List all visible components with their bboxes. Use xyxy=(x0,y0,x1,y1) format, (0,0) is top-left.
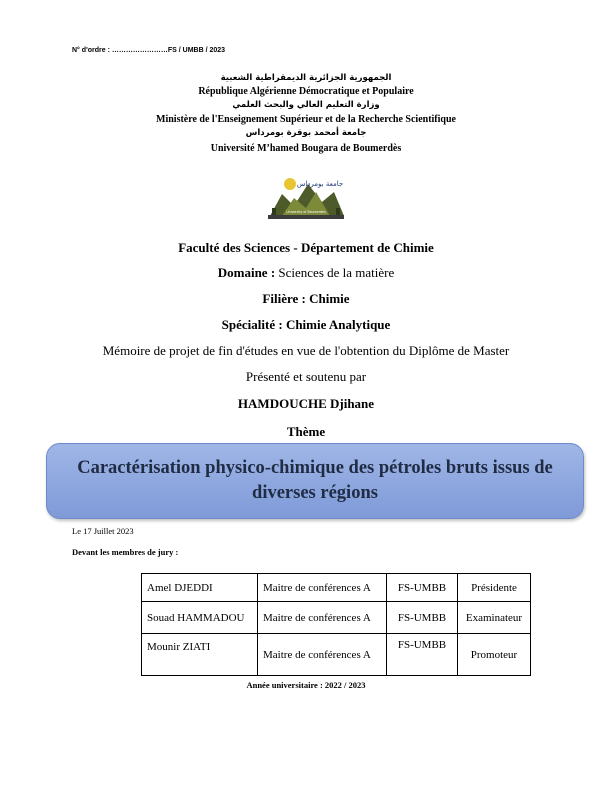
jury-name: Mounir ZIATI xyxy=(142,634,258,676)
jury-role: Examinateur xyxy=(458,602,531,634)
domaine-line xyxy=(0,265,612,281)
memoire-line: Mémoire de projet de fin d'études en vue de l'obtention du Diplôme de Master xyxy=(102,343,510,358)
defense-date: Le 17 Juillet 2023 xyxy=(72,526,134,536)
logo-english-text: University of Boumerdes xyxy=(286,210,326,214)
jury-institution: FS-UMBB xyxy=(387,602,458,634)
thesis-title-line-2: diverses régions xyxy=(252,483,378,503)
table-row xyxy=(142,602,531,634)
table-row xyxy=(142,634,531,676)
thesis-title-line-1: Caractérisation physico-chimique des pétroles bruts issus de xyxy=(77,458,553,478)
jury-role: Promoteur xyxy=(458,634,531,676)
faculty-line: Faculté des Sciences - Département de Chimie xyxy=(178,240,434,255)
presente-line: Présenté et soutenu par xyxy=(245,369,367,384)
arabic-university-line: جامعة أمحمد بوقرة بومرداس xyxy=(245,128,367,138)
jury-grade: Maitre de conférences A xyxy=(258,602,387,634)
republic-line: République Algérienne Démocratique et Populaire xyxy=(198,86,414,97)
jury-grade: Maitre de conférences A xyxy=(258,574,387,602)
university-line: Université M’hamed Bougara de Boumerdès xyxy=(210,143,402,154)
table-row xyxy=(142,574,531,602)
jury-institution: FS-UMBB xyxy=(387,574,458,602)
logo-arabic-text: جامعة بومرداس xyxy=(296,180,344,188)
specialite-line xyxy=(0,317,612,333)
arabic-republic-line: الجمهورية الجزائرية الديمقراطية الشعبية xyxy=(220,73,392,83)
specialite-label: Spécialité : xyxy=(221,317,283,332)
academic-year: Année universitaire : 2022 / 2023 xyxy=(246,680,366,690)
filiere-label: Filière : xyxy=(262,291,306,306)
university-logo xyxy=(264,172,348,220)
arabic-ministry-line: وزارة التعليم العالي والبحث العلمي xyxy=(232,100,380,110)
ministry-line: Ministère de l'Enseignement Supérieur et de la Recherche Scientifique xyxy=(156,114,456,125)
domaine-value: Sciences de la matière xyxy=(278,265,395,280)
jury-institution: FS-UMBB xyxy=(387,634,458,676)
jury-table xyxy=(141,573,531,676)
jury-grade: Maitre de conférences A xyxy=(258,634,387,676)
thesis-title xyxy=(65,456,565,506)
author-name: HAMDOUCHE Djihane xyxy=(237,396,375,411)
jury-name: Amel DJEDDI xyxy=(142,574,258,602)
filiere-line xyxy=(0,291,612,307)
specialite-value: Chimie Analytique xyxy=(285,317,391,332)
jury-role: Présidente xyxy=(458,574,531,602)
title-banner xyxy=(46,443,584,519)
theme-label: Thème xyxy=(286,424,326,439)
jury-intro: Devant les membres de jury : xyxy=(72,547,179,557)
filiere-value: Chimie xyxy=(309,291,350,306)
order-number: N° d'ordre : ……………………FS / UMBB / 2023 xyxy=(72,47,226,54)
domaine-label: Domaine : xyxy=(217,265,276,280)
jury-name: Souad HAMMADOU xyxy=(142,602,258,634)
